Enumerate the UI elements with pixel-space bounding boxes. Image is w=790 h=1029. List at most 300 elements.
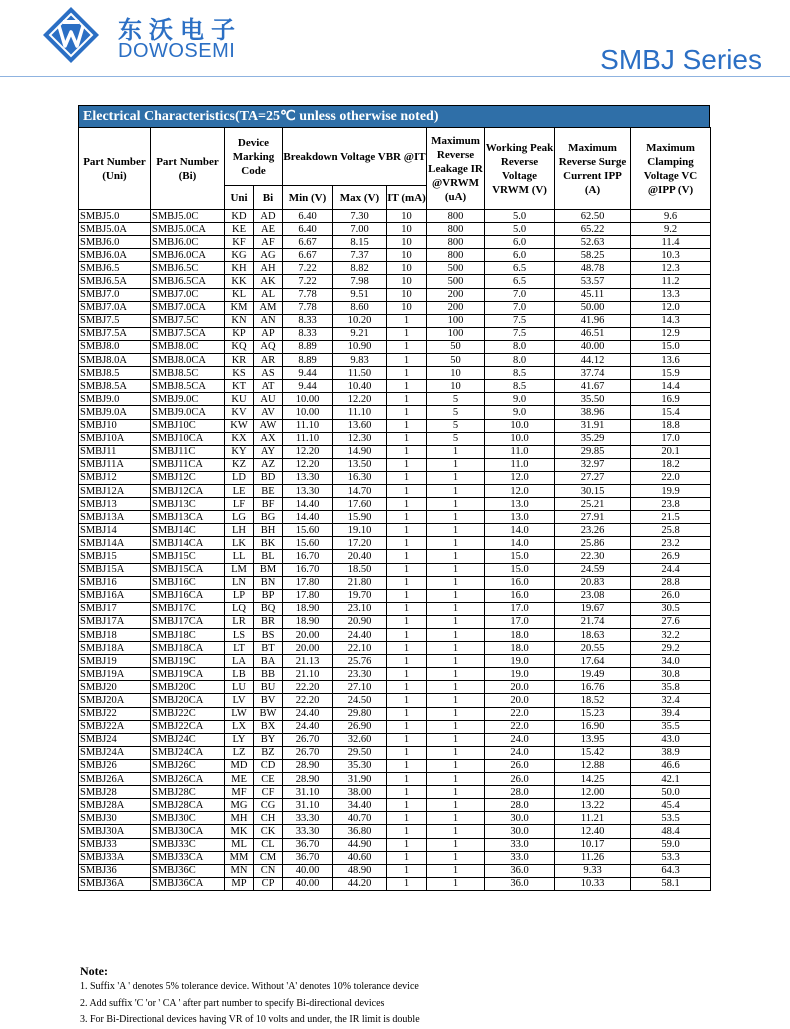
cell-it: 1 [387, 432, 427, 445]
table-row [79, 210, 711, 223]
cell-marking-uni: LT [225, 642, 254, 655]
cell-it: 1 [387, 484, 427, 497]
cell-marking-bi: BS [254, 629, 283, 642]
cell-ipp: 18.52 [555, 694, 631, 707]
cell-marking-bi: CK [254, 825, 283, 838]
cell-vc: 22.0 [631, 471, 711, 484]
cell-it: 1 [387, 406, 427, 419]
cell-ipp: 12.00 [555, 786, 631, 799]
cell-vrwm: 16.0 [485, 576, 555, 589]
cell-vbr-max: 40.70 [333, 812, 387, 825]
cell-part-bi: SMBJ7.0CA [151, 301, 225, 314]
cell-part-uni: SMBJ6.0A [79, 249, 151, 262]
cell-vc: 12.9 [631, 327, 711, 340]
cell-ipp: 27.91 [555, 511, 631, 524]
cell-vrwm: 9.0 [485, 406, 555, 419]
cell-vbr-max: 23.10 [333, 602, 387, 615]
cell-vbr-min: 33.30 [283, 812, 333, 825]
cell-vbr-max: 21.80 [333, 576, 387, 589]
table-row [79, 301, 711, 314]
cell-vc: 17.0 [631, 432, 711, 445]
cell-marking-bi: AF [254, 236, 283, 249]
cell-it: 1 [387, 380, 427, 393]
table-row [79, 746, 711, 759]
cell-leakage: 800 [427, 249, 485, 262]
cell-marking-uni: LM [225, 563, 254, 576]
cell-vc: 38.9 [631, 746, 711, 759]
table-row [79, 327, 711, 340]
header-vmin: Min (V) [283, 186, 333, 210]
cell-marking-uni: MF [225, 786, 254, 799]
cell-part-uni: SMBJ7.5 [79, 314, 151, 327]
cell-it: 1 [387, 511, 427, 524]
cell-marking-uni: LP [225, 589, 254, 602]
cell-vrwm: 22.0 [485, 720, 555, 733]
cell-it: 1 [387, 773, 427, 786]
cell-vc: 45.4 [631, 799, 711, 812]
cell-marking-bi: BY [254, 733, 283, 746]
characteristics-table [78, 127, 711, 891]
cell-ipp: 52.63 [555, 236, 631, 249]
cell-part-bi: SMBJ30C [151, 812, 225, 825]
cell-ipp: 11.21 [555, 812, 631, 825]
cell-part-uni: SMBJ5.0 [79, 210, 151, 223]
cell-vbr-max: 11.50 [333, 367, 387, 380]
cell-vc: 53.5 [631, 812, 711, 825]
cell-it: 1 [387, 471, 427, 484]
cell-leakage: 800 [427, 236, 485, 249]
cell-part-bi: SMBJ28CA [151, 799, 225, 812]
cell-vbr-max: 12.20 [333, 393, 387, 406]
cell-it: 1 [387, 602, 427, 615]
cell-part-uni: SMBJ18A [79, 642, 151, 655]
table-row [79, 393, 711, 406]
cell-vbr-max: 13.60 [333, 419, 387, 432]
cell-leakage: 1 [427, 589, 485, 602]
cell-ipp: 15.42 [555, 746, 631, 759]
cell-vc: 15.0 [631, 340, 711, 353]
header-part-bi: Part Number (Bi) [151, 128, 225, 210]
cell-it: 1 [387, 851, 427, 864]
cell-part-uni: SMBJ19 [79, 655, 151, 668]
cell-vbr-min: 11.10 [283, 419, 333, 432]
cell-marking-bi: BH [254, 524, 283, 537]
cell-vbr-min: 16.70 [283, 563, 333, 576]
page-header [0, 0, 790, 78]
cell-part-uni: SMBJ28A [79, 799, 151, 812]
cell-part-bi: SMBJ24C [151, 733, 225, 746]
cell-part-bi: SMBJ15CA [151, 563, 225, 576]
cell-vbr-min: 6.67 [283, 249, 333, 262]
cell-vbr-max: 8.82 [333, 262, 387, 275]
header-part-uni: Part Number (Uni) [79, 128, 151, 210]
cell-leakage: 500 [427, 275, 485, 288]
cell-vrwm: 6.0 [485, 249, 555, 262]
cell-vrwm: 9.0 [485, 393, 555, 406]
cell-part-bi: SMBJ12C [151, 471, 225, 484]
cell-vc: 9.6 [631, 210, 711, 223]
table-row [79, 576, 711, 589]
cell-vbr-min: 8.89 [283, 340, 333, 353]
cell-part-uni: SMBJ33 [79, 838, 151, 851]
cell-leakage: 1 [427, 629, 485, 642]
cell-it: 1 [387, 812, 427, 825]
cell-vbr-max: 10.20 [333, 314, 387, 327]
cell-vrwm: 17.0 [485, 602, 555, 615]
cell-marking-bi: BF [254, 498, 283, 511]
cell-ipp: 19.49 [555, 668, 631, 681]
cell-vrwm: 16.0 [485, 589, 555, 602]
cell-part-bi: SMBJ19C [151, 655, 225, 668]
cell-marking-bi: BD [254, 471, 283, 484]
cell-marking-bi: AZ [254, 458, 283, 471]
cell-vrwm: 5.0 [485, 223, 555, 236]
cell-part-uni: SMBJ16A [79, 589, 151, 602]
cell-it: 1 [387, 838, 427, 851]
cell-leakage: 1 [427, 642, 485, 655]
cell-vrwm: 7.5 [485, 314, 555, 327]
cell-it: 10 [387, 236, 427, 249]
cell-leakage: 1 [427, 445, 485, 458]
cell-it: 1 [387, 563, 427, 576]
cell-vrwm: 10.0 [485, 419, 555, 432]
header-divider [0, 76, 790, 77]
cell-marking-uni: KM [225, 301, 254, 314]
table-row [79, 694, 711, 707]
notes-section [80, 964, 720, 1029]
cell-vc: 59.0 [631, 838, 711, 851]
cell-marking-uni: LA [225, 655, 254, 668]
cell-vbr-max: 23.30 [333, 668, 387, 681]
table-row [79, 707, 711, 720]
table-row [79, 668, 711, 681]
cell-leakage: 50 [427, 354, 485, 367]
cell-leakage: 1 [427, 511, 485, 524]
cell-vc: 30.8 [631, 668, 711, 681]
cell-ipp: 17.64 [555, 655, 631, 668]
cell-leakage: 1 [427, 825, 485, 838]
cell-ipp: 27.27 [555, 471, 631, 484]
cell-part-bi: SMBJ13CA [151, 511, 225, 524]
cell-marking-uni: KW [225, 419, 254, 432]
cell-marking-uni: KQ [225, 340, 254, 353]
cell-marking-uni: LD [225, 471, 254, 484]
cell-vrwm: 13.0 [485, 498, 555, 511]
cell-part-bi: SMBJ11C [151, 445, 225, 458]
cell-ipp: 16.90 [555, 720, 631, 733]
cell-vrwm: 15.0 [485, 550, 555, 563]
electrical-characteristics-sheet [78, 105, 710, 891]
cell-vbr-min: 20.00 [283, 629, 333, 642]
cell-marking-bi: AE [254, 223, 283, 236]
table-row [79, 864, 711, 877]
table-row [79, 380, 711, 393]
header-marking-bi: Bi [254, 186, 283, 210]
cell-vc: 42.1 [631, 773, 711, 786]
cell-marking-uni: MK [225, 825, 254, 838]
cell-vc: 34.0 [631, 655, 711, 668]
cell-ipp: 50.00 [555, 301, 631, 314]
cell-part-uni: SMBJ36 [79, 864, 151, 877]
cell-part-uni: SMBJ11A [79, 458, 151, 471]
cell-part-uni: SMBJ7.0 [79, 288, 151, 301]
cell-part-bi: SMBJ22CA [151, 720, 225, 733]
cell-part-uni: SMBJ19A [79, 668, 151, 681]
cell-vbr-min: 10.00 [283, 393, 333, 406]
cell-part-bi: SMBJ16C [151, 576, 225, 589]
cell-marking-bi: BN [254, 576, 283, 589]
cell-vc: 39.4 [631, 707, 711, 720]
header-working: Working Peak Reverse Voltage VRWM (V) [485, 128, 555, 210]
cell-part-bi: SMBJ17C [151, 602, 225, 615]
brand-name-en: DOWOSEMI [118, 40, 236, 62]
cell-it: 1 [387, 327, 427, 340]
header-surge: Maximum Reverse Surge Current IPP (A) [555, 128, 631, 210]
table-row [79, 223, 711, 236]
cell-leakage: 1 [427, 550, 485, 563]
cell-vc: 53.3 [631, 851, 711, 864]
cell-marking-uni: KY [225, 445, 254, 458]
cell-vrwm: 18.0 [485, 642, 555, 655]
cell-part-bi: SMBJ6.0C [151, 236, 225, 249]
cell-vbr-min: 33.30 [283, 825, 333, 838]
cell-leakage: 1 [427, 707, 485, 720]
cell-vbr-max: 44.90 [333, 838, 387, 851]
cell-part-uni: SMBJ10 [79, 419, 151, 432]
cell-ipp: 30.15 [555, 484, 631, 497]
cell-leakage: 200 [427, 301, 485, 314]
cell-vbr-max: 11.10 [333, 406, 387, 419]
cell-marking-bi: AD [254, 210, 283, 223]
cell-vbr-max: 20.40 [333, 550, 387, 563]
cell-part-bi: SMBJ8.5CA [151, 380, 225, 393]
cell-ipp: 19.67 [555, 602, 631, 615]
cell-vbr-max: 7.98 [333, 275, 387, 288]
cell-vbr-min: 6.67 [283, 236, 333, 249]
table-row [79, 851, 711, 864]
header-clamp: Maximum Clamping Voltage VC @IPP (V) [631, 128, 711, 210]
cell-part-bi: SMBJ26CA [151, 773, 225, 786]
table-row [79, 812, 711, 825]
cell-part-bi: SMBJ26C [151, 759, 225, 772]
cell-marking-bi: CG [254, 799, 283, 812]
cell-leakage: 1 [427, 759, 485, 772]
cell-marking-uni: KT [225, 380, 254, 393]
cell-leakage: 100 [427, 314, 485, 327]
cell-vbr-max: 7.37 [333, 249, 387, 262]
cell-marking-uni: KP [225, 327, 254, 340]
cell-part-uni: SMBJ26 [79, 759, 151, 772]
cell-part-bi: SMBJ15C [151, 550, 225, 563]
cell-it: 10 [387, 223, 427, 236]
cell-part-bi: SMBJ24CA [151, 746, 225, 759]
cell-vc: 21.5 [631, 511, 711, 524]
cell-part-bi: SMBJ20CA [151, 694, 225, 707]
cell-part-uni: SMBJ28 [79, 786, 151, 799]
table-row [79, 537, 711, 550]
cell-vbr-min: 28.90 [283, 759, 333, 772]
cell-ipp: 18.63 [555, 629, 631, 642]
table-body [79, 210, 711, 891]
cell-part-bi: SMBJ30CA [151, 825, 225, 838]
cell-ipp: 20.55 [555, 642, 631, 655]
cell-marking-uni: KF [225, 236, 254, 249]
cell-vbr-min: 31.10 [283, 786, 333, 799]
table-row [79, 445, 711, 458]
cell-part-bi: SMBJ36C [151, 864, 225, 877]
cell-part-bi: SMBJ8.0CA [151, 354, 225, 367]
cell-vrwm: 12.0 [485, 484, 555, 497]
cell-marking-uni: LY [225, 733, 254, 746]
table-row [79, 825, 711, 838]
table-row [79, 484, 711, 497]
cell-vrwm: 36.0 [485, 877, 555, 890]
cell-vbr-min: 26.70 [283, 733, 333, 746]
cell-part-uni: SMBJ24 [79, 733, 151, 746]
cell-vbr-max: 14.70 [333, 484, 387, 497]
cell-marking-uni: LB [225, 668, 254, 681]
cell-part-uni: SMBJ33A [79, 851, 151, 864]
cell-marking-bi: AX [254, 432, 283, 445]
cell-marking-bi: AW [254, 419, 283, 432]
cell-marking-uni: MP [225, 877, 254, 890]
cell-it: 1 [387, 367, 427, 380]
cell-vbr-max: 7.00 [333, 223, 387, 236]
cell-vbr-min: 7.78 [283, 288, 333, 301]
cell-marking-uni: LX [225, 720, 254, 733]
cell-vc: 25.8 [631, 524, 711, 537]
cell-vc: 14.3 [631, 314, 711, 327]
cell-it: 1 [387, 746, 427, 759]
cell-vbr-max: 44.20 [333, 877, 387, 890]
cell-vc: 23.8 [631, 498, 711, 511]
cell-part-bi: SMBJ9.0C [151, 393, 225, 406]
cell-vrwm: 24.0 [485, 733, 555, 746]
cell-vc: 18.2 [631, 458, 711, 471]
cell-vc: 48.4 [631, 825, 711, 838]
cell-vbr-min: 9.44 [283, 380, 333, 393]
cell-vrwm: 6.5 [485, 275, 555, 288]
cell-part-uni: SMBJ18 [79, 629, 151, 642]
cell-vrwm: 10.0 [485, 432, 555, 445]
cell-ipp: 48.78 [555, 262, 631, 275]
cell-vrwm: 12.0 [485, 471, 555, 484]
cell-part-uni: SMBJ17 [79, 602, 151, 615]
cell-part-uni: SMBJ8.5A [79, 380, 151, 393]
cell-vbr-min: 16.70 [283, 550, 333, 563]
cell-it: 1 [387, 642, 427, 655]
cell-leakage: 5 [427, 419, 485, 432]
cell-vbr-min: 40.00 [283, 864, 333, 877]
cell-it: 10 [387, 262, 427, 275]
cell-leakage: 200 [427, 288, 485, 301]
cell-vrwm: 33.0 [485, 838, 555, 851]
cell-vbr-min: 36.70 [283, 838, 333, 851]
cell-vc: 46.6 [631, 759, 711, 772]
cell-vbr-min: 7.22 [283, 262, 333, 275]
cell-vrwm: 11.0 [485, 445, 555, 458]
table-row [79, 733, 711, 746]
table-title [78, 105, 710, 127]
cell-vbr-min: 7.22 [283, 275, 333, 288]
table-row [79, 629, 711, 642]
cell-marking-bi: BE [254, 484, 283, 497]
cell-ipp: 9.33 [555, 864, 631, 877]
cell-part-bi: SMBJ11CA [151, 458, 225, 471]
table-row [79, 655, 711, 668]
cell-ipp: 16.76 [555, 681, 631, 694]
cell-marking-uni: KV [225, 406, 254, 419]
cell-vc: 19.9 [631, 484, 711, 497]
cell-leakage: 5 [427, 393, 485, 406]
cell-vbr-min: 20.00 [283, 642, 333, 655]
cell-it: 1 [387, 733, 427, 746]
cell-marking-bi: BQ [254, 602, 283, 615]
cell-part-bi: SMBJ12CA [151, 484, 225, 497]
cell-part-bi: SMBJ18CA [151, 642, 225, 655]
cell-part-bi: SMBJ22C [151, 707, 225, 720]
cell-vbr-min: 24.40 [283, 707, 333, 720]
cell-it: 1 [387, 877, 427, 890]
cell-ipp: 24.59 [555, 563, 631, 576]
cell-vrwm: 36.0 [485, 864, 555, 877]
cell-vrwm: 28.0 [485, 799, 555, 812]
cell-vrwm: 20.0 [485, 681, 555, 694]
cell-marking-bi: BU [254, 681, 283, 694]
cell-vrwm: 24.0 [485, 746, 555, 759]
cell-vbr-min: 18.90 [283, 615, 333, 628]
cell-vc: 13.3 [631, 288, 711, 301]
cell-vbr-min: 17.80 [283, 589, 333, 602]
cell-marking-uni: ME [225, 773, 254, 786]
cell-vbr-min: 22.20 [283, 681, 333, 694]
cell-ipp: 32.97 [555, 458, 631, 471]
cell-vc: 35.8 [631, 681, 711, 694]
cell-part-uni: SMBJ12 [79, 471, 151, 484]
cell-vbr-max: 29.80 [333, 707, 387, 720]
cell-marking-uni: LR [225, 615, 254, 628]
header-breakdown: Breakdown Voltage VBR @IT [283, 128, 427, 186]
cell-vbr-max: 13.50 [333, 458, 387, 471]
cell-leakage: 1 [427, 812, 485, 825]
cell-leakage: 800 [427, 223, 485, 236]
cell-it: 1 [387, 498, 427, 511]
cell-vbr-min: 17.80 [283, 576, 333, 589]
cell-vbr-min: 21.10 [283, 668, 333, 681]
cell-vc: 26.0 [631, 589, 711, 602]
series-title: SMBJ Series [600, 44, 762, 75]
cell-vc: 15.9 [631, 367, 711, 380]
cell-marking-uni: LW [225, 707, 254, 720]
cell-vbr-min: 6.40 [283, 223, 333, 236]
cell-vrwm: 6.0 [485, 236, 555, 249]
cell-part-bi: SMBJ33CA [151, 851, 225, 864]
cell-vc: 28.8 [631, 576, 711, 589]
cell-it: 10 [387, 275, 427, 288]
cell-ipp: 37.74 [555, 367, 631, 380]
cell-ipp: 65.22 [555, 223, 631, 236]
table-row [79, 275, 711, 288]
cell-vbr-max: 35.30 [333, 759, 387, 772]
cell-leakage: 1 [427, 799, 485, 812]
cell-vc: 64.3 [631, 864, 711, 877]
cell-vc: 50.0 [631, 786, 711, 799]
cell-ipp: 35.50 [555, 393, 631, 406]
cell-vrwm: 30.0 [485, 812, 555, 825]
cell-vc: 29.2 [631, 642, 711, 655]
cell-vrwm: 7.0 [485, 288, 555, 301]
cell-marking-bi: BA [254, 655, 283, 668]
